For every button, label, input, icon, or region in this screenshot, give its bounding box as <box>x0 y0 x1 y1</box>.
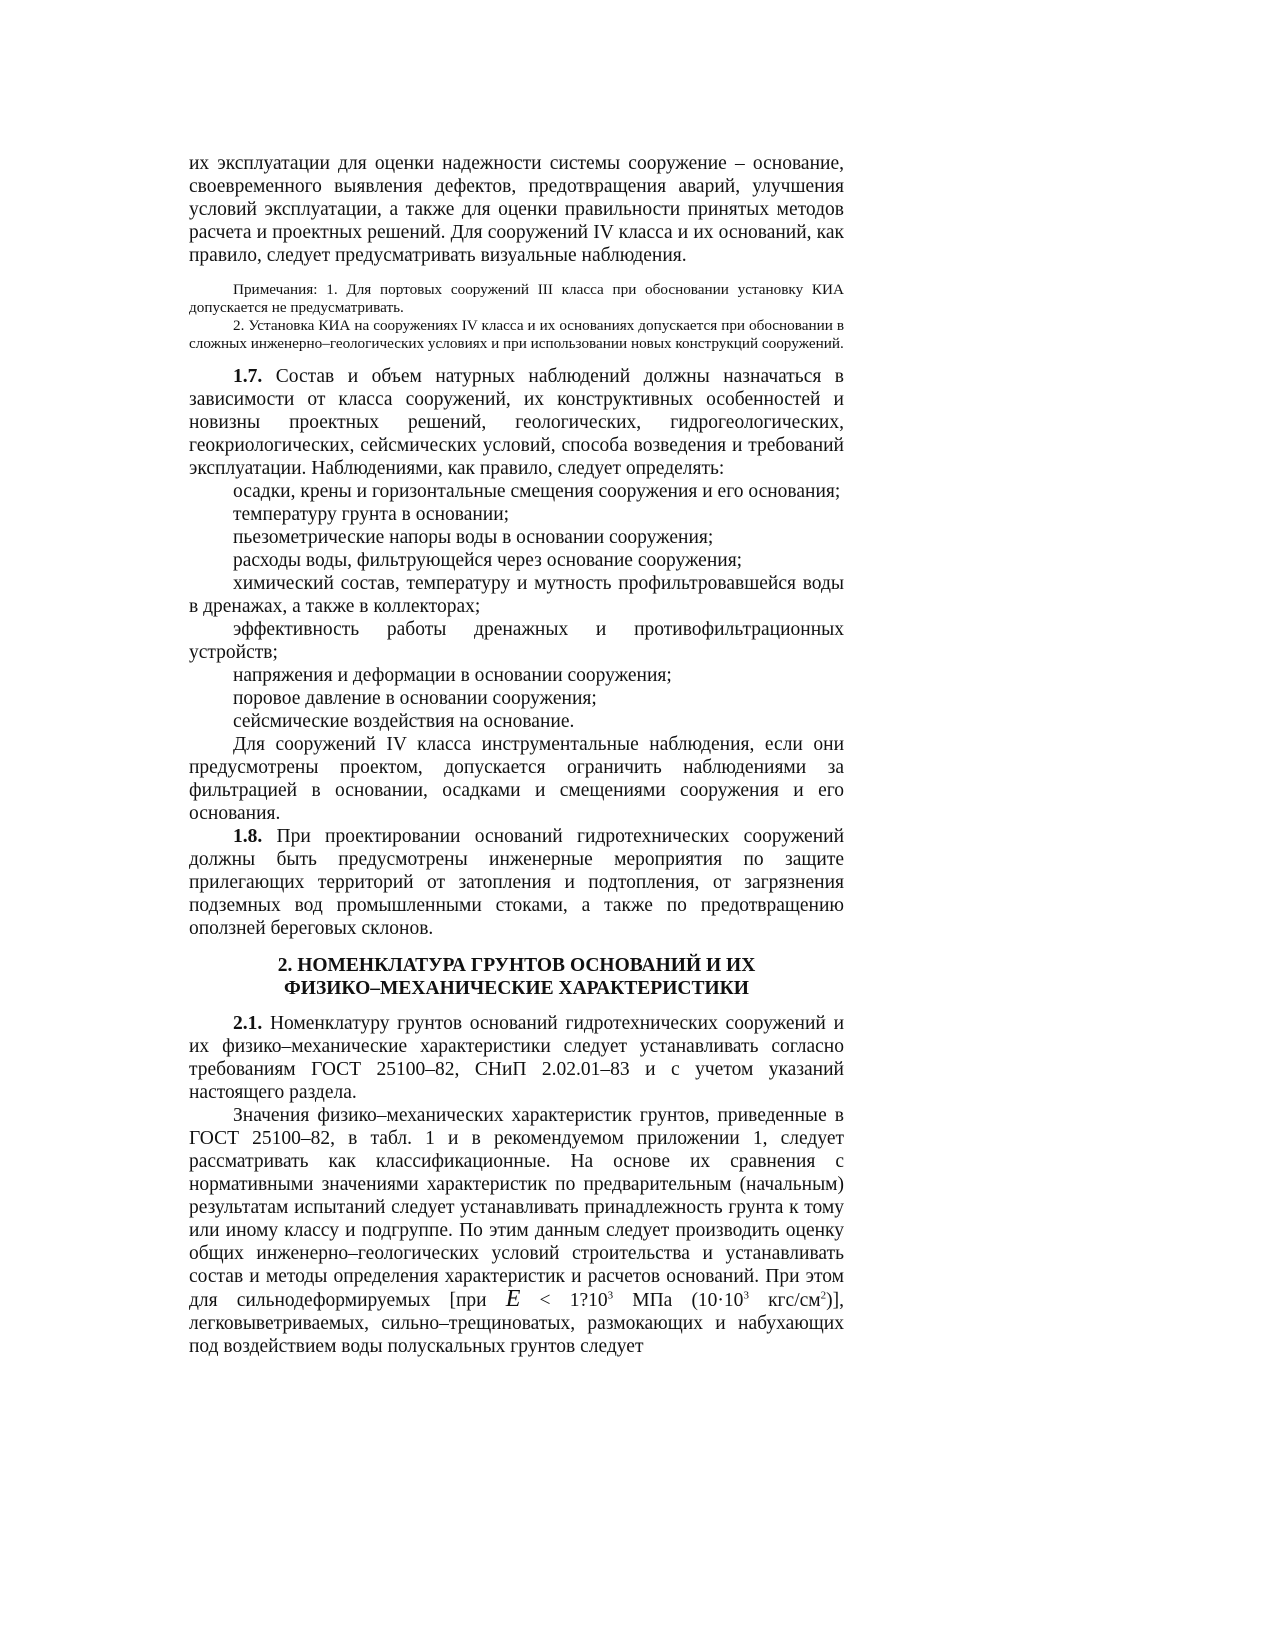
class-4-paragraph: Для сооружений IV класса инструментальные наблюдения, если они предусмотрены проектом, допускается ограничить наблюдениями за фильтрацией в основании, осадками и смещениями сооружения и его основания. <box>189 734 844 824</box>
section-text: При проектировании оснований гидротехнических сооружений должны быть предусмотрены инженерные мероприятия по защите прилегающих территорий от затопления и подтопления, от загрязнения подземных вод промышленными стоками, а также по предотвращению оползней береговых склонов. <box>189 826 844 939</box>
note-2: 2. Установка КИА на сооружениях IV класса и их основаниях допускается при обосновании в сложных инженерно–геологических условиях и при использовании новых конструкций сооружений. <box>189 317 844 352</box>
list-item: напряжения и деформации в основании сооружения; <box>233 665 672 686</box>
document-page <box>189 152 844 1358</box>
values-paragraph <box>189 1104 844 1358</box>
list-item: сейсмические воздействия на основание. <box>233 711 575 732</box>
intro-paragraph: их эксплуатации для оценки надежности системы сооружение – основание, своевременного выявления дефектов, предотвращения аварий, улучшения условий эксплуатации, а также для оценки правильности принятых методов расчета и проектных решений. Для сооружений IV класса и их оснований, как правило, следует предусматривать визуальные наблюдения. <box>189 153 844 266</box>
values-text-e: )], легковыветриваемых, сильно–трещиноватых, размокающих и набухающих под воздействием воды полускальных грунтов следует <box>189 1290 844 1357</box>
section-1-8 <box>189 825 844 940</box>
section-number: 1.8. <box>233 826 263 847</box>
section-text: Состав и объем натурных наблюдений должны назначаться в зависимости от класса сооружений, их конструктивных особенностей и новизны проектных решений, геологических, гидрогеологических, геокриологических, сейсмических условий, способа возведения и требований эксплуатации. Наблюдениями, как правило, следует определять: <box>189 366 844 479</box>
chapter-heading-line-1: 2. НОМЕНКЛАТУРА ГРУНТОВ ОСНОВАНИЙ И ИХ <box>277 955 756 976</box>
notes-block <box>189 281 844 353</box>
values-text-d: кгс/см <box>748 1290 821 1311</box>
variable-e: E <box>505 1286 521 1312</box>
chapter-heading-line-2: ФИЗИКО–МЕХАНИЧЕСКИЕ ХАРАКТЕРИСТИКИ <box>284 978 749 999</box>
values-text-c: МПа (10·10 <box>613 1290 744 1311</box>
list-item: пьезометрические напоры воды в основании сооружения; <box>233 527 714 548</box>
values-text-b: < 1?10 <box>520 1290 608 1311</box>
values-text-a: Значения физико–механических характеристик грунтов, приведенные в ГОСТ 25100–82, в табл. 1 и в рекомендуемом приложении 1, следует рассматривать как классификационные. На основе их сравнения с нормативными значениями характеристик по предварительным (начальным) результатам испытаний следует устанавливать принадлежность грунта к тому или иному классу и подгруппе. По этим данным следует производить оценку общих инженерно–геологических условий строительства и устанавливать состав и методы определения характеристик и расчетов оснований. При этом для сильнодеформируемых [при <box>189 1105 844 1311</box>
list-item: химический состав, температуру и мутность профильтровавшейся воды в дренажах, а также в коллекторах; <box>189 573 844 617</box>
section-1-7 <box>189 365 844 480</box>
list-item: температуру грунта в основании; <box>233 504 510 525</box>
list-item: поровое давление в основании сооружения; <box>233 688 597 709</box>
superscript: 3 <box>607 1289 614 1302</box>
list-item: эффективность работы дренажных и противофильтрационных устройств; <box>189 619 844 663</box>
section-number: 1.7. <box>233 366 263 387</box>
list-item: расходы воды, фильтрующейся через основание сооружения; <box>233 550 743 571</box>
section-2-1 <box>189 1012 844 1104</box>
section-text: Номенклатуру грунтов оснований гидротехнических сооружений и их физико–механические характеристики следует устанавливать согласно требованиям ГОСТ 25100–82, СНиП 2.02.01–83 и с учетом указаний настоящего раздела. <box>189 1013 844 1103</box>
note-1: Примечания: 1. Для портовых сооружений III класса при обосновании установку КИА допускается не предусматривать. <box>189 281 844 316</box>
chapter-heading <box>189 954 844 1000</box>
section-number: 2.1. <box>233 1013 263 1034</box>
superscript: 2 <box>820 1289 827 1302</box>
superscript: 3 <box>743 1289 749 1302</box>
list-item: осадки, крены и горизонтальные смещения сооружения и его основания; <box>233 481 841 502</box>
